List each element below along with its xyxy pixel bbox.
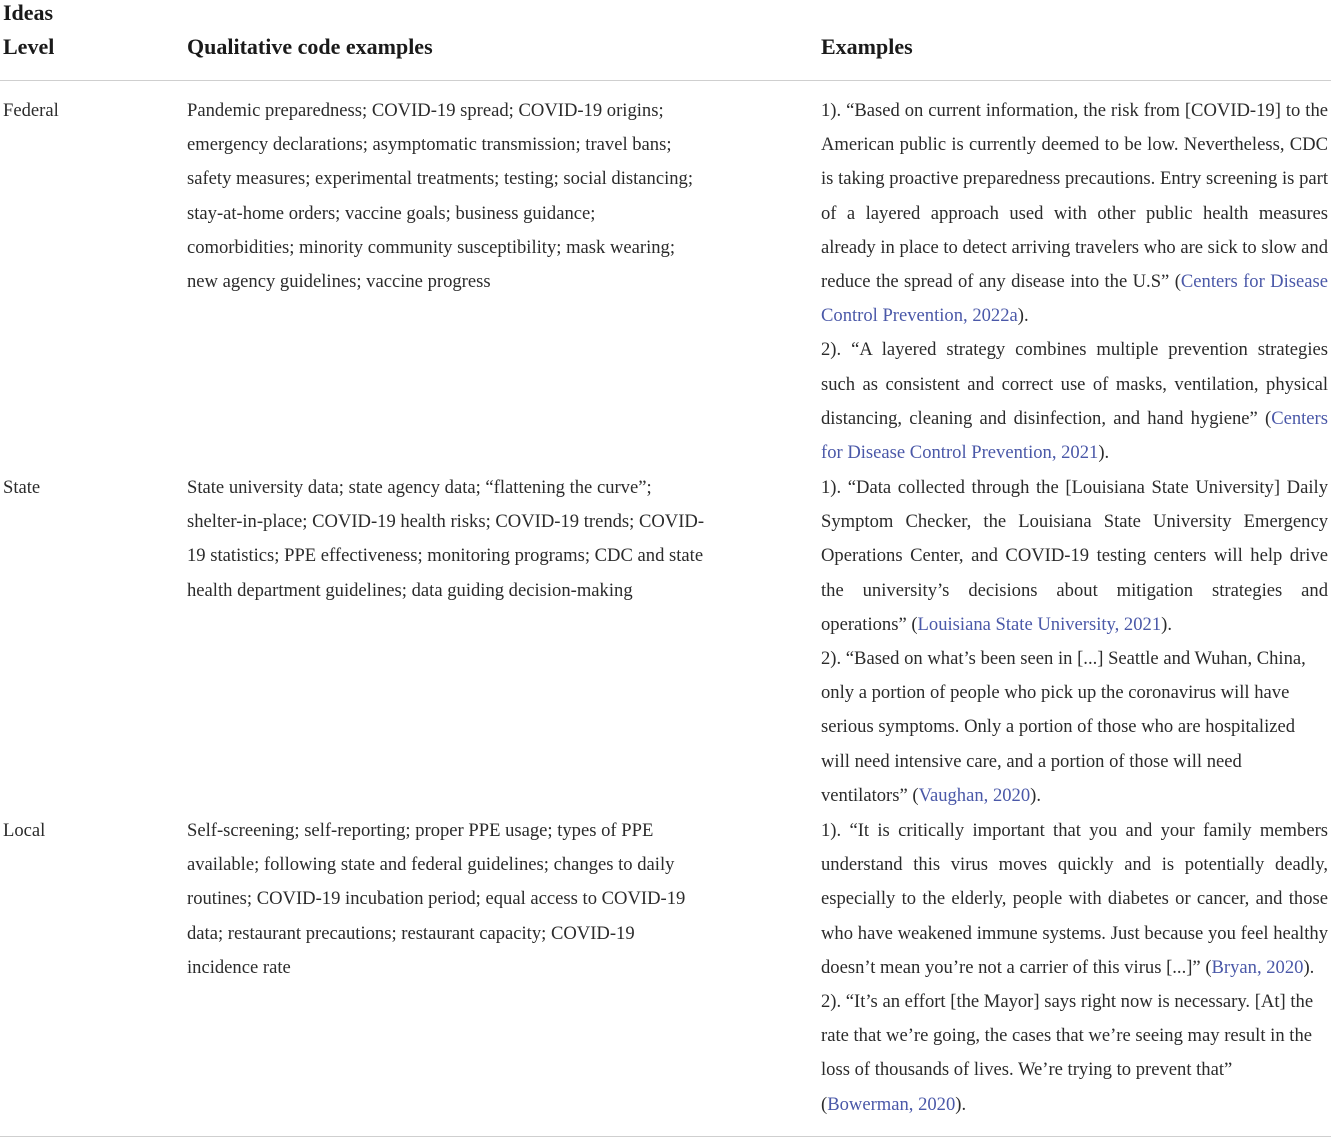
row-level-state: State xyxy=(3,477,41,498)
header-level: Level xyxy=(3,34,55,59)
row-codes-local: Self-screening; self-reporting; proper PPE usage; types of PPE available; following state and federal guidelines; changes to daily routines; COVID-19 incubation period; equal access to COVID-19 data; restaurant precautions; restaurant capacity; COVID-19 incidence rate xyxy=(187,820,686,978)
citation-link[interactable]: Vaughan, 2020 xyxy=(918,784,1031,806)
row-codes-state: State university data; state agency data; “flattening the curve”; shelter-in-place; COVID-19 health risks; COVID-19 trends; COVID-19 statistics; PPE effectiveness; monitoring programs; CDC and state health department guidelines; data guiding decision-making xyxy=(187,477,705,601)
footer-rule xyxy=(0,1136,1331,1137)
example-quote: 1). “Data collected through the [Louisiana State University] Daily Symptom Checker, the Louisiana State University Emergency Operations Center, and COVID-19 testing centers will help drive the university’s decisions about mitigation strategies and operations” (Louisiana State University, 2021). xyxy=(821,477,1328,635)
row-examples-local xyxy=(821,814,1328,1122)
example-quote: 2). “It’s an effort [the Mayor] says right now is necessary. [At] the rate that we’re going, the cases that we’re seeing may result in the loss of thousands of lives. We’re trying to prevent that” (Bowerman, 2020). xyxy=(821,991,1314,1115)
citation-link[interactable]: Centers for Disease Control Prevention, 2022a xyxy=(821,271,1329,327)
row-examples-state xyxy=(821,471,1328,813)
header-qualitative-codes: Qualitative code examples xyxy=(187,34,433,59)
row-codes-federal: Pandemic preparedness; COVID-19 spread; COVID-19 origins; emergency declarations; asymptomatic transmission; travel bans; safety measures; experimental treatments; testing; social distancing; stay-at-home orders; vaccine goals; business guidance; comorbidities; minority community susceptibility; mask wearing; new agency guidelines; vaccine progress xyxy=(187,100,694,293)
example-quote: 2). “Based on what’s been seen in [...] Seattle and Wuhan, China, only a portion of people who pick up the coronavirus will have serious symptoms. Only a portion of those who are hospitalized will need intensive care, and a portion of those will need ventilators” (Vaughan, 2020). xyxy=(821,648,1306,806)
row-level-local: Local xyxy=(3,820,46,841)
header-examples: Examples xyxy=(821,34,913,59)
example-quote: 2). “A layered strategy combines multiple prevention strategies such as consistent and correct use of masks, ventilation, physical distancing, cleaning and disinfection, and hand hygiene” (Centers for Disease Control Prevention, 2021). xyxy=(821,339,1328,464)
citation-link[interactable]: Bowerman, 2020 xyxy=(827,1093,956,1115)
row-level-federal: Federal xyxy=(3,100,59,121)
example-quote: 1). “It is critically important that you and your family members understand this virus moves quickly and is potentially deadly, especially to the elderly, people with diabetes or cancer, and those who have weakened immune systems. Just because you feel healthy doesn’t mean you’re not a carrier of this virus [...]” (Bryan, 2020). xyxy=(821,820,1328,978)
row-examples-federal xyxy=(821,94,1328,470)
citation-link[interactable]: Louisiana State University, 2021 xyxy=(917,613,1162,635)
citation-link[interactable]: Centers for Disease Control Prevention, 2021 xyxy=(821,407,1328,464)
citation-link[interactable]: Bryan, 2020 xyxy=(1211,956,1304,978)
header-ideas: Ideas xyxy=(3,0,54,25)
example-quote: 1). “Based on current information, the risk from [COVID-19] to the American public is currently deemed to be low. Nevertheless, CDC is taking proactive preparedness precautions. Entry screening is part of a layered approach used with other public health measures already in place to detect arriving travelers who are sick to slow and reduce the spread of any disease into the U.S” (Centers for Disease Control Prevention, 2022a). xyxy=(821,100,1329,327)
header-rule xyxy=(0,80,1331,81)
